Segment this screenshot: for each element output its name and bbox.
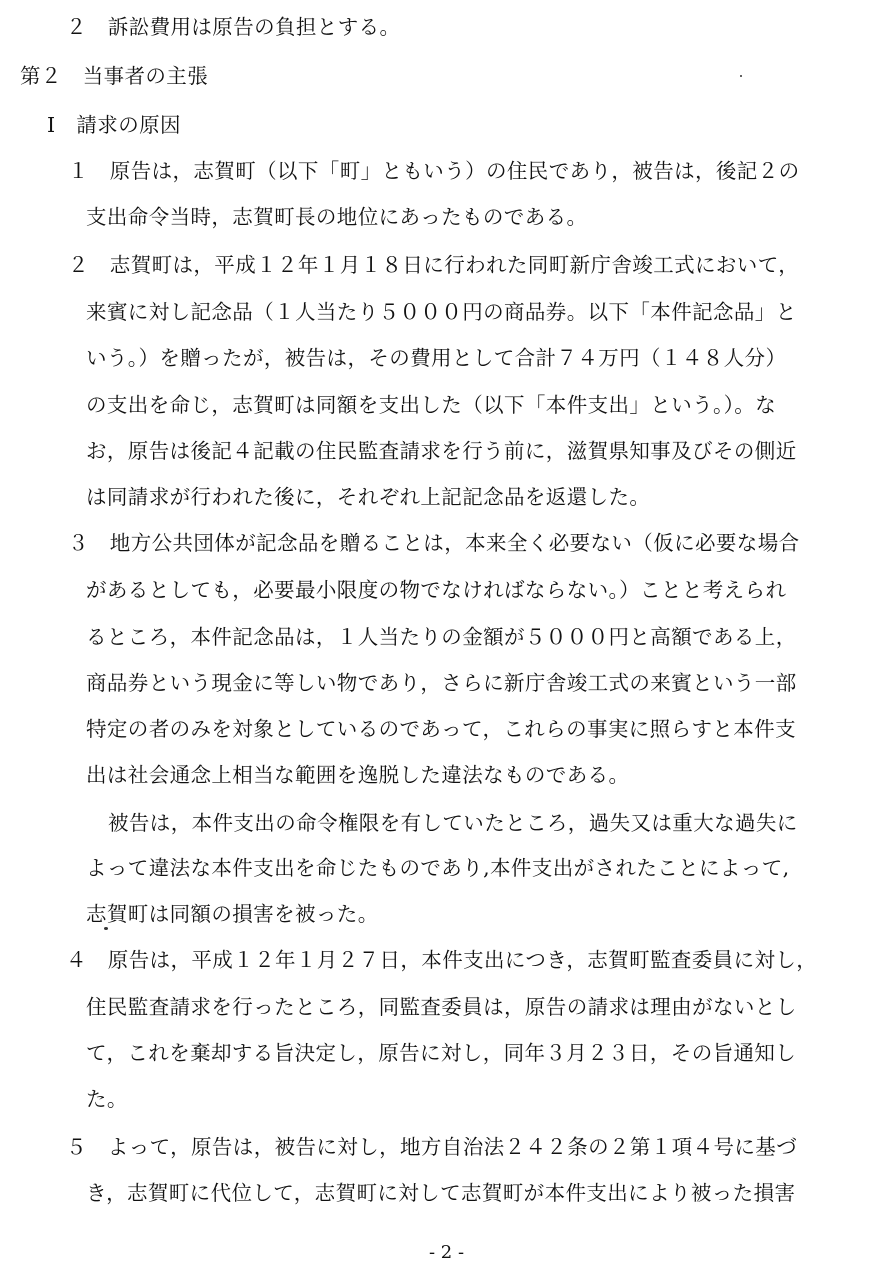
section-heading: 第２ 当事者の主張 (20, 64, 209, 88)
subsection-heading: Ⅰ 請求の原因 (47, 113, 181, 137)
text-line: ２ 志賀町は，平成１２年１月１８日に行われた同町新庁舎竣工式において， (68, 253, 800, 277)
text-line: ２ 訴訟費用は原告の負担とする。 (66, 15, 401, 39)
page-number: - 2 - (428, 1242, 465, 1263)
text-line: て，これを棄却する旨決定し，原告に対し，同年３月２３日，その旨通知し (86, 1041, 797, 1065)
text-line: ５ よって，原告は，被告に対し，地方自治法２４２条の２第１項４号に基づ (66, 1135, 798, 1159)
text-line: 商品券という現金に等しい物であり，さらに新庁舎竣工式の来賓という一部 (86, 671, 797, 695)
text-line: 支出命令当時，志賀町長の地位にあったものである。 (86, 205, 588, 229)
text-line: は同請求が行われた後に，それぞれ上記記念品を返還した。 (86, 485, 651, 509)
text-line: るところ，本件記念品は，１人当たりの金額が５０００円と高額である上， (86, 625, 797, 649)
text-line: いう。）を贈ったが，被告は，その費用として合計７４万円（１４８人分） (86, 346, 787, 370)
text-line: の支出を命じ，志賀町は同額を支出した（以下「本件支出」という。）。な (86, 393, 777, 417)
text-line: 被告は，本件支出の命令権限を有していたところ，過失又は重大な過失に (108, 811, 798, 835)
text-line: 来賓に対し記念品（１人当たり５０００円の商品券。以下「本件記念品」と (86, 300, 797, 324)
text-line: １ 原告は，志賀町（以下「町」ともいう）の住民であり，被告は，後記２の (68, 159, 800, 183)
text-line: があるとしても，必要最小限度の物でなければならない。）ことと考えられ (86, 578, 787, 602)
text-line: 出は社会通念上相当な範囲を逸脱した違法なものである。 (86, 763, 630, 787)
text-line: 特定の者のみを対象としているのであって，これらの事実に照らすと本件支 (86, 717, 796, 741)
text-line: よって違法な本件支出を命じたものであり,本件支出がされたことによって, (86, 856, 790, 880)
text-line: き，志賀町に代位して，志賀町に対して志賀町が本件支出により被った損害 (86, 1181, 796, 1205)
text-line: た。 (86, 1087, 128, 1111)
text-line: 住民監査請求を行ったところ，同監査委員は，原告の請求は理由がないとし (86, 995, 797, 1019)
scan-speck (740, 75, 742, 77)
text-line: 志賀町は同額の損害を被った。 (86, 902, 379, 926)
text-line: ３ 地方公共団体が記念品を贈ることは，本来全く必要ない（仮に必要な場合 (68, 531, 800, 555)
text-line: ４ 原告は，平成１２年１月２７日，本件支出につき，志賀町監査委員に対し， (66, 948, 818, 972)
scan-speck (104, 927, 108, 930)
text-line: お，原告は後記４記載の住民監査請求を行う前に，滋賀県知事及びその側近 (86, 439, 797, 463)
